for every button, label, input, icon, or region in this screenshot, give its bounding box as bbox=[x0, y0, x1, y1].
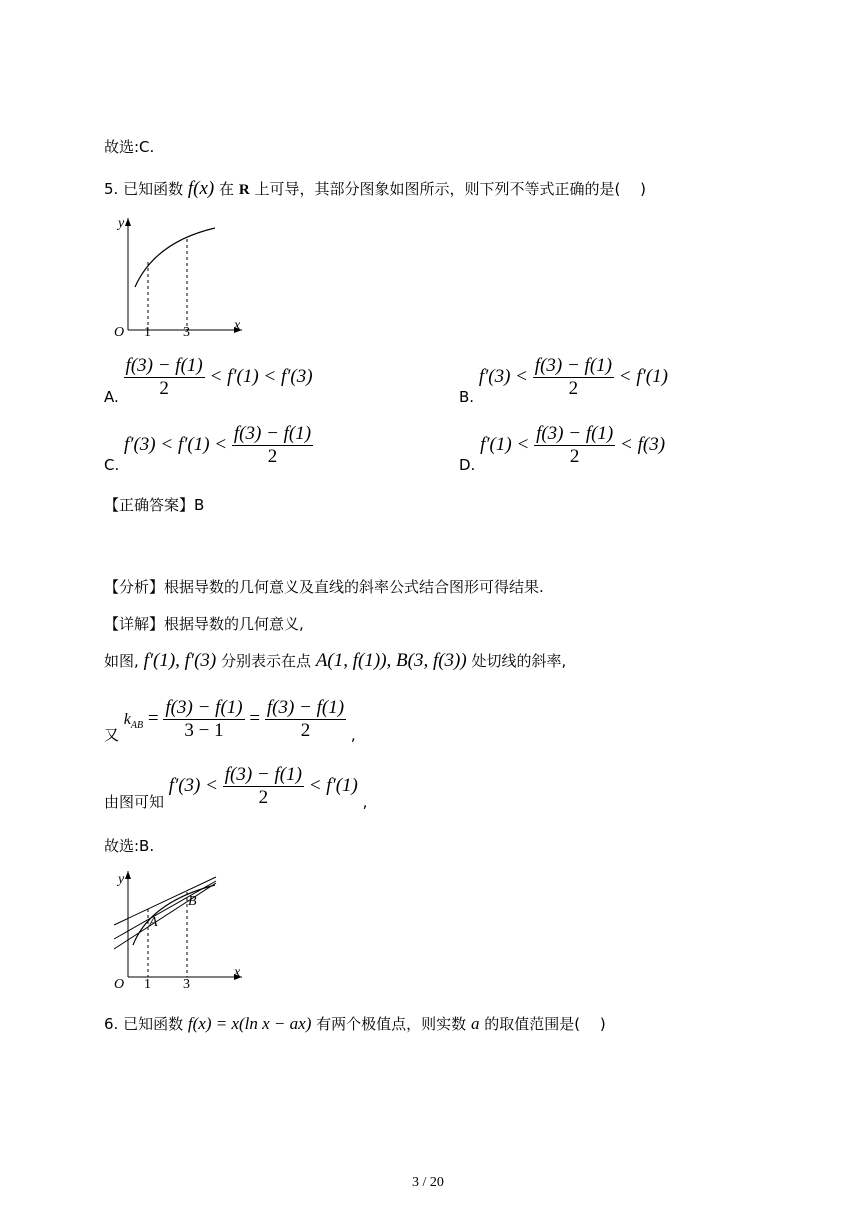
function-formula: f(x) = x(ln x − ax) bbox=[187, 1014, 312, 1033]
point-label-b: B bbox=[188, 894, 197, 909]
question-intro: 已知函数 bbox=[123, 180, 184, 198]
fraction: $\frac{f(3) - f(1)}{2}$ bbox=[534, 355, 612, 399]
derivatives: f′(1), f′(3) bbox=[143, 650, 217, 671]
detail-line-2 bbox=[104, 650, 566, 672]
page-number: 3 / 20 bbox=[412, 1175, 444, 1190]
origin-label: O bbox=[114, 977, 125, 992]
origin-label: O bbox=[114, 325, 125, 340]
option-c[interactable] bbox=[104, 423, 313, 474]
detail-label: 【详解】 bbox=[104, 615, 165, 633]
point-label-a: A bbox=[149, 915, 158, 930]
question-number: 5. bbox=[104, 180, 119, 198]
x-axis-label: x bbox=[234, 965, 241, 980]
option-label: B. bbox=[459, 388, 475, 406]
analysis bbox=[104, 576, 544, 597]
option-inequality: < f′(1) < f′(3) bbox=[209, 366, 313, 387]
detail-text: 由图可知 bbox=[104, 793, 165, 811]
comma: , bbox=[362, 793, 368, 811]
x-axis-label: x bbox=[234, 318, 241, 333]
analysis-label: 【分析】 bbox=[104, 578, 165, 596]
detail-text: 又 bbox=[104, 726, 120, 744]
option-a[interactable] bbox=[104, 355, 313, 406]
y-axis-label: y bbox=[118, 872, 125, 887]
option-b[interactable] bbox=[459, 355, 668, 406]
question-rest: 上可导，其部分图象如图所示，则下列不等式正确的是( ) bbox=[254, 180, 646, 198]
option-inequality-right: < f′(1) bbox=[618, 366, 668, 387]
points-a-b: A(1, f(1)), B(3, f(3)) bbox=[315, 650, 467, 671]
question-number: 6. bbox=[104, 1015, 119, 1033]
question-6-stem bbox=[104, 1013, 606, 1034]
question-intro: 已知函数 bbox=[123, 1015, 184, 1033]
y-axis-label: y bbox=[118, 216, 125, 231]
function-graph-2 bbox=[100, 867, 250, 997]
option-inequality-left: f′(3) < f′(1) < bbox=[124, 434, 228, 455]
detail-line-3 bbox=[104, 697, 356, 745]
tick-label-3: 3 bbox=[183, 325, 190, 340]
option-label: D. bbox=[459, 456, 476, 474]
option-d[interactable] bbox=[459, 423, 665, 474]
tick-label-1: 1 bbox=[144, 977, 151, 992]
detail-line-4 bbox=[104, 764, 367, 812]
function-fx: f(x) bbox=[187, 178, 215, 199]
fraction: $\frac{f(3) - f(1)}{2}$ bbox=[233, 423, 312, 467]
k-symbol: k bbox=[123, 711, 131, 728]
detail-text: 如图, bbox=[104, 652, 139, 670]
fraction: $\frac{f(3) - f(1)}{2}$ bbox=[125, 355, 203, 399]
detail-text: 处切线的斜率, bbox=[471, 652, 567, 670]
comma: , bbox=[350, 726, 356, 744]
k-subscript: AB bbox=[130, 720, 144, 732]
equals: = bbox=[147, 708, 159, 729]
fraction: $\frac{f(3) - f(1)}{2}$ bbox=[224, 764, 302, 808]
tick-label-3: 3 bbox=[183, 977, 190, 992]
slope-k bbox=[123, 711, 144, 732]
detail-text: 分别表示在点 bbox=[221, 652, 312, 670]
inequality-right: < f′(1) bbox=[308, 775, 358, 796]
option-inequality-left: f′(1) < bbox=[480, 434, 530, 455]
option-inequality-left: f′(3) < bbox=[478, 366, 529, 387]
answer-value: B bbox=[194, 496, 205, 514]
question-mid: 在 bbox=[219, 180, 235, 198]
conclusion: 故选:B. bbox=[104, 837, 155, 855]
previous-answer: 故选:C. bbox=[104, 138, 155, 156]
detail-text: 根据导数的几何意义, bbox=[164, 615, 304, 633]
function-graph-1 bbox=[100, 212, 250, 342]
equals: = bbox=[249, 708, 261, 729]
tick-label-1: 1 bbox=[144, 325, 151, 340]
fraction: $\frac{f(3) - f(1)}{2}$ bbox=[536, 423, 614, 467]
analysis-text: 根据导数的几何意义及直线的斜率公式结合图形可得结果. bbox=[164, 578, 544, 596]
question-5-stem bbox=[104, 178, 646, 200]
answer-label: 【正确答案】 bbox=[104, 496, 195, 514]
question-rest: 有两个极值点，则实数 bbox=[316, 1015, 467, 1033]
question-rest-2: 的取值范围是( ) bbox=[484, 1015, 606, 1033]
option-inequality-right: < f(3) bbox=[620, 434, 666, 455]
option-label: C. bbox=[104, 456, 120, 474]
inequality-left: f′(3) < bbox=[168, 775, 218, 796]
detail-line-1 bbox=[104, 613, 304, 634]
slope-fraction: $\frac{f(3) - f(1)}{3 - 1}$ bbox=[165, 697, 243, 741]
real-set-R: R bbox=[238, 182, 250, 198]
simplified-fraction: $\frac{f(3) - f(1)}{2}$ bbox=[266, 697, 345, 741]
option-label: A. bbox=[104, 388, 119, 406]
parameter-a: a bbox=[470, 1014, 480, 1033]
correct-answer bbox=[104, 494, 204, 515]
